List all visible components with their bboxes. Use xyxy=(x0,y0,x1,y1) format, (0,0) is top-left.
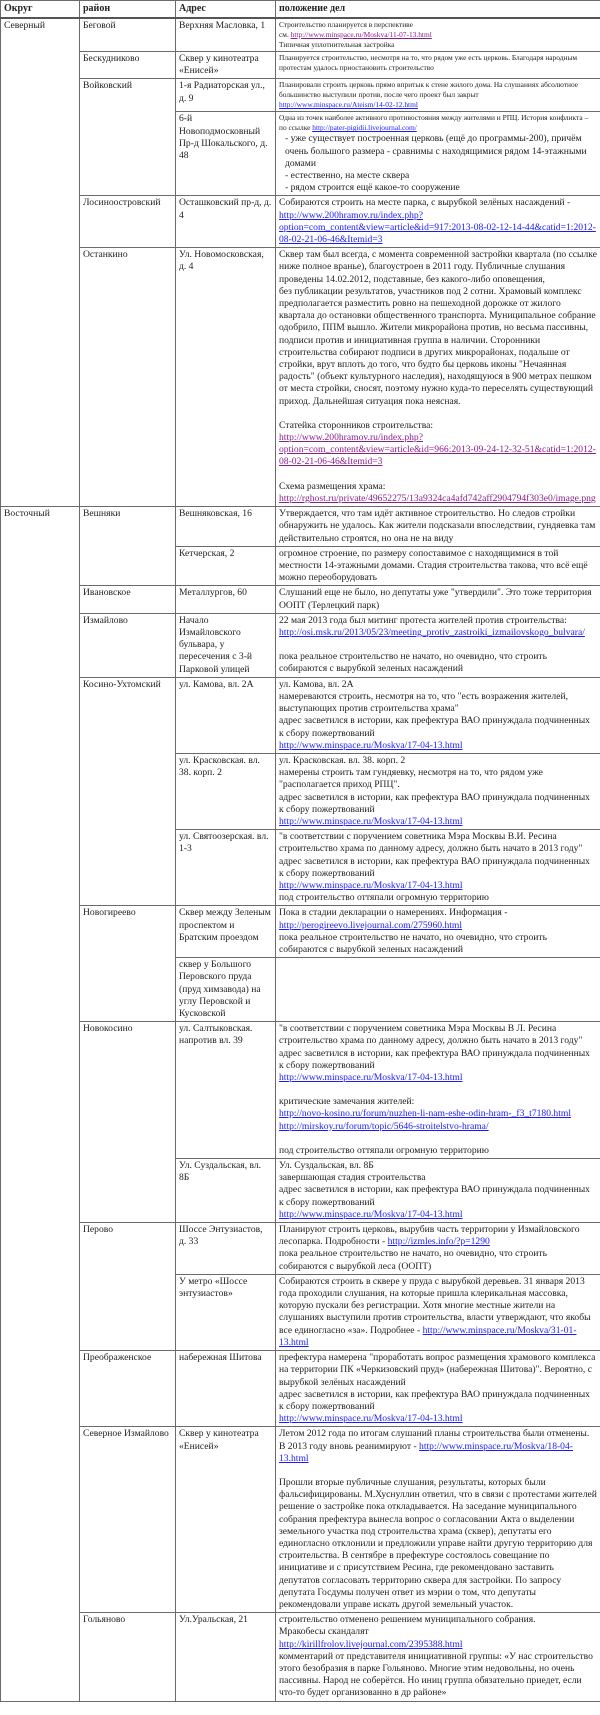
status-cell xyxy=(276,1351,600,1427)
table-row xyxy=(1,507,600,547)
source-link[interactable]: http://www.minspace.ru/Moskva/17-04-13.html xyxy=(279,1072,463,1084)
table-row xyxy=(1,906,600,958)
status-text: адрес засветился в истории, как префектура ВАО принуждала подчиненных к сбору пожертвований xyxy=(279,1184,590,1208)
bullet-text: - естественно, на месте сквера xyxy=(285,170,410,182)
status-cell xyxy=(276,1274,600,1350)
status-cell xyxy=(276,18,600,52)
table-row xyxy=(1,52,600,79)
raion-cell: Преображенское xyxy=(80,1351,176,1427)
status-text: завершающая стадия строительства xyxy=(279,1172,426,1184)
status-text: под строительство оттяпали огромную территорию xyxy=(279,1144,489,1156)
status-text: "в соответствии с поручением советника Мэра Москвы В Л. Ресина строительство храма по данному адресу, должно быть начато в 2013 году" xyxy=(279,1023,583,1047)
status-text: Одна из точек наиболее активного противостояния между жителями и РПЦ. История конфликта – по ссылке xyxy=(279,113,589,133)
status-cell xyxy=(276,507,600,547)
status-text: пока реальное строительство не начато, но очевидно, что строить собираются с вырубкой зеленых насаждений xyxy=(279,931,547,955)
address-cell: 6-й Новоподмосковный Пр-д Шокальского, д. 48 xyxy=(176,112,276,196)
address-cell: Вешняковская, 16 xyxy=(176,507,276,547)
table-row xyxy=(1,613,600,677)
raion-cell: Ивановское xyxy=(80,586,176,613)
address-cell: набережная Шитова xyxy=(176,1351,276,1427)
source-link[interactable]: http://www.200hramov.ru/index.php?option=com_content&view=article&id=917:2013-08-02-12-14-44&catid=1:2012-08-02-21-06-46&Itemid=3 xyxy=(279,209,596,246)
source-link[interactable]: http://www.minspace.ru/Ateism/14-02-12.html xyxy=(279,100,418,110)
source-link[interactable]: http://izmles.info/?p=1290 xyxy=(387,1236,490,1248)
status-cell xyxy=(276,196,600,248)
status-text: ул. Красковская. вл. 38. корп. 2 xyxy=(279,754,406,766)
status-text: Ул. Суздальская, вл. 8Б xyxy=(279,1160,374,1172)
status-cell xyxy=(276,52,600,79)
source-link[interactable]: http://www.minspace.ru/Moskva/17-04-13.html xyxy=(279,879,463,891)
status-cell xyxy=(276,1613,600,1701)
address-cell: ул. Святоозерская. вл. 1-3 xyxy=(176,830,276,906)
raion-cell: Новокосино xyxy=(80,1022,176,1223)
status-text: Мракобесы скандалят xyxy=(279,1626,369,1638)
status-text: адрес засветился в истории, как префектура ВАО принуждала подчиненных к сбору пожертвований xyxy=(279,715,590,739)
header-polozhenie: положение дел xyxy=(276,1,600,19)
status-cell xyxy=(276,1427,600,1613)
header-raion: район xyxy=(80,1,176,19)
status-text: Строительство планируется в перспективе xyxy=(279,20,413,29)
status-text: пока реальное строительство не начато, но очевидно, что строить собираются с вырубкой леса (ООПТ) xyxy=(279,1248,547,1272)
scheme-link[interactable]: http://rghost.ru/private/49652275/13a9324ca4afd742aff2904794f303e0/image.png xyxy=(279,492,596,504)
status-cell xyxy=(276,830,600,906)
okrug-cell: Восточный xyxy=(1,507,80,1701)
source-link[interactable]: http://www.minspace.ru/Moskva/31-01-13.html xyxy=(279,1324,577,1348)
table-row xyxy=(1,1613,600,1701)
status-text: без публикации результатов, участников под 2 сотни. Храмовый комплекс предполагается разместить ровно на пешеходной дорожке от жилого квартала до остановки общественного транспорта. Муниципальное собрание xyxy=(279,285,596,322)
source-link[interactable]: http://osi.msk.ru/2013/05/23/meeting_protiv_zastroiki_izmailovskogo_bulvara/ xyxy=(279,626,585,638)
table-row xyxy=(1,586,600,613)
status-text: Слушаний еще не было, но депутаты уже "утвердили". Это тоже территория ООПТ (Терлецкий парк) xyxy=(279,587,592,611)
address-cell: Шоссе Энтузиастов, д. 33 xyxy=(176,1223,276,1275)
table-row xyxy=(1,18,600,52)
bullet-text: - уже существует построенная церковь (ещё до программы-200), причём очень большого размера - сравнимы с находящимися рядом 14-этажными домами xyxy=(285,133,587,169)
source-link[interactable]: http://www.minspace.ru/Moskva/17-04-13.html xyxy=(279,1413,463,1425)
address-cell: Осташковский пр-д, д. 4 xyxy=(176,196,276,248)
status-text: Схема размещения храма: xyxy=(279,480,386,492)
table-row xyxy=(1,1022,600,1159)
raion-cell: Беговой xyxy=(80,18,176,52)
status-cell xyxy=(276,958,600,1022)
status-cell xyxy=(276,1022,600,1159)
raion-cell: Останкино xyxy=(80,248,176,507)
status-cell xyxy=(276,112,600,196)
table-row xyxy=(1,248,600,507)
raion-cell: Гольяново xyxy=(80,1613,176,1701)
address-cell: 1-я Радиаторская ул., д. 9 xyxy=(176,79,276,112)
address-cell: Сквер у кинотеатра «Енисей» xyxy=(176,1427,276,1613)
address-cell: Ул. Суздальская, вл. 8Б xyxy=(176,1159,276,1223)
status-cell xyxy=(276,613,600,677)
address-cell: Кетчерская, 2 xyxy=(176,546,276,586)
status-text: Статейка сторонников строительства: xyxy=(279,419,434,431)
status-cell xyxy=(276,753,600,829)
status-text: префектура намерена "проработать вопрос размещения храмового комплекса на территории ПК «Черкизовский пруд» (набережная Шитова)". Вероятно, с вырубкой зелёных насаждений xyxy=(279,1352,596,1388)
status-cell xyxy=(276,79,600,112)
status-text: 22 мая 2013 года был митинг протеста жителей против строительства: xyxy=(279,614,567,626)
bullet-text: - рядом строится ещё какое-то сооружение xyxy=(285,182,460,194)
address-cell: ул. Камова, вл. 2А xyxy=(176,677,276,753)
table-row xyxy=(1,196,600,248)
status-text: Летом 2012 года по итогам слушаний планы строительства были отменены. В 2013 году вновь реанимируют - xyxy=(279,1428,590,1452)
table-row xyxy=(1,79,600,112)
status-cell xyxy=(276,1223,600,1275)
address-cell: Верхняя Масловка, 1 xyxy=(176,18,276,52)
header-okrug: Округ xyxy=(1,1,80,19)
address-cell: Сквер между Зеленым проспектом и Братским проездом xyxy=(176,906,276,958)
raion-cell: Перово xyxy=(80,1223,176,1351)
status-text: Планируют строить церковь, вырубив часть территории у Измайловского лесопарка. Подробности - xyxy=(279,1224,580,1248)
status-text: строительство отменено решением муниципального собрания. xyxy=(279,1614,536,1626)
source-link[interactable]: http://www.minspace.ru/Moskva/17-04-13.html xyxy=(279,1208,463,1220)
address-cell: Ул.Уральская, 21 xyxy=(176,1613,276,1701)
source-link[interactable]: http://perogireevo.livejournal.com/275960.html xyxy=(279,919,463,931)
header-adres: Адрес xyxy=(176,1,276,19)
status-text: Планируется строительство, несмотря на то, что рядом уже есть церковь. Благодаря народным протестам удалось приостановить строительство xyxy=(279,53,578,72)
status-text: одобрило, ППМ вышло. Жители микрорайона против, но весьма пассивны, xyxy=(279,322,589,334)
source-link[interactable]: http://www.minspace.ru/Moskva/17-04-13.html xyxy=(279,739,463,751)
status-cell xyxy=(276,546,600,586)
address-cell: Начало Измайловского бульвара, у пересечения с 3-й Парковой улицей xyxy=(176,613,276,677)
status-text: Утверждается, что там идёт активное строительство. Но следов стройки обнаружить не удалось. Как жители подсказали впоследствии, гундяевка там действительно строятся, но она не на виду xyxy=(279,508,596,544)
source-link[interactable]: http://www.minspace.ru/Moskva/18-04-13.html xyxy=(279,1440,573,1464)
source-link[interactable]: http://pater-pigidii.livejournal.com/ xyxy=(312,123,417,133)
status-text: Прошли вторые публичные слушания, результаты, которых были фальсифицированы. М.Хуснуллин ответил, что в связи с протестами жителей решение о застройке пока откладывается. На заседание муниципального собрания префектура вынесла вопрос о согласовании Акта о выделении земельного участка под строительства храма (сквер), депутаты его единогласно отклонили и предложили управе найти другую территорию для строительства. В сентябре в префектуре состоялось совещание по инициативе и с присутствием Ресина, где рекомендовано заставить депутатов согласовать территорию сквера для застройки. По запросу депутата Госдумы получен ответ из мэрии о том, что депутаты рекомендовали управе искать другой земельный участок. xyxy=(279,1476,597,1610)
status-text: намерены строить там гундяевку, несмотря на то, что рядом уже "располагается приход РПЦ". xyxy=(279,767,543,791)
status-cell xyxy=(276,586,600,613)
status-text: пока реальное строительство не начато, но очевидно, что строить собираются с вырубкой зеленых насаждений xyxy=(279,651,547,675)
source-link[interactable]: http://www.200hramov.ru/index.php?option=com_content&view=article&id=966:2013-09-24-12-32-51&catid=1:2012-08-02-21-06-46&Itemid=3 xyxy=(279,432,596,468)
address-cell: Ул. Новомосковская, д. 4 xyxy=(176,248,276,507)
address-cell: ул. Салтыковская. напротив вл. 39 xyxy=(176,1022,276,1159)
raion-cell: Бескудниково xyxy=(80,52,176,79)
status-text: ул. Камова, вл. 2А xyxy=(279,678,354,690)
status-text: критические замечания жителей: xyxy=(279,1096,415,1108)
raion-cell: Северное Измайлово xyxy=(80,1427,176,1613)
address-cell: Металлургов, 60 xyxy=(176,586,276,613)
table-row xyxy=(1,1351,600,1427)
status-text: Сквер там был всегда, с момента современной застройки квартала (по ссылке ниже полное вранье), благоустроен в 2011 году. Публичные слушания проведены 14.02.2012, подставные, без какого-либо оповещения, xyxy=(279,249,597,285)
raion-cell: Вешняки xyxy=(80,507,176,586)
status-cell xyxy=(276,1159,600,1223)
status-text: Типичная уплотнительная застройка xyxy=(279,40,395,49)
status-text: "в соответствии с поручением советника Мэра Москвы В.И. Ресина строительство храма по данному адресу, должно быть начато в 2013 году" xyxy=(279,831,583,855)
raion-cell: Новогиреево xyxy=(80,906,176,1022)
table-row xyxy=(1,1223,600,1275)
status-cell xyxy=(276,677,600,753)
status-cell xyxy=(276,906,600,958)
source-link[interactable]: http://kirillfrolov.livejournal.com/2395388.html xyxy=(279,1638,463,1650)
status-text: см. xyxy=(279,30,291,39)
raion-cell: Лосиноостровский xyxy=(80,196,176,248)
status-text: комментарий от представителя инициативной группы: «У нас строительство этого безобразия в парке Гольяново. Многие этим недовольны, но очень пассивны. Народ не соберётся. Но иниц группа обязательно приедет, если что-то будет организованно в др районе» xyxy=(279,1650,593,1699)
status-text: под строительство оттяпали огромную территорию xyxy=(279,892,489,904)
address-cell: Сквер у кинотеатра «Енисей» xyxy=(176,52,276,79)
status-text: адрес засветился в истории, как префектура ВАО принуждала подчиненных к сбору пожертвований xyxy=(279,791,590,815)
source-link[interactable]: http://www.minspace.ru/Moskva/17-04-13.html xyxy=(279,815,463,827)
address-cell: ул. Красковская. вл. 38. корп. 2 xyxy=(176,753,276,829)
status-text: Собираются строить в сквере у пруда с вырубкой деревьев. 31 января 2013 года проходили слушания, на которые пришла клерикальная массовка, которую пускали без регистрации. Хотя многие местные жители на слушаниях выступили против строительства, власти утверждают, что якобы все единогласно «за». Подробнее - xyxy=(279,1275,591,1336)
forum-link[interactable]: http://mirskoy.ru/forum/topic/5646-stroitelstvo-hrama/ xyxy=(279,1120,489,1132)
table-header-row xyxy=(1,1,600,19)
table-row xyxy=(1,677,600,753)
status-text: адрес засветился в истории, как префектура ВАО принуждала подчиненных к сбору пожертвований xyxy=(279,855,590,879)
status-text: Собираются строить на месте парка, с вырубкой зелёных насаждений - xyxy=(279,197,571,209)
status-text: Пока в стадии декларации о намерениях. Информация - xyxy=(279,907,508,919)
address-cell: сквер у Большого Перовского пруда (пруд химзавода) на углу Перовской и Кусковской xyxy=(176,958,276,1022)
status-text: огромное строение, по размеру сопоставимое с находящимися в той местности 14-этажными домами. Стадия строительства такова, что всё ещё можно переоборудовать xyxy=(279,547,588,584)
okrug-cell: Северный xyxy=(1,18,80,507)
status-text: адрес засветился в истории, как префектура ВАО принуждала подчиненных к сбору пожертвований xyxy=(279,1388,590,1412)
forum-link[interactable]: http://novo-kosino.ru/forum/nuzhen-li-nam-eshe-odin-hram-_f3_t7180.html xyxy=(279,1108,572,1120)
status-text: адрес засветился в истории, как префектура ВАО принуждала подчиненных к сбору пожертвований xyxy=(279,1047,590,1071)
raion-cell: Войковский xyxy=(80,79,176,196)
status-text: подписи против и инициативная группа в наличии. Сторонники строительства собирают подписи в других микрорайонах, подальше от стройки, врут вплоть до того, что будто бы церковь иконы "Нечаянная радость" (объект культурного наследия), находящуюся в 900 метрах пешком от места стройки, сносят, поэтому нужно куда-то переселять существующий приход. Дальнейшая ситуация пока неясная. xyxy=(279,334,594,407)
status-cell xyxy=(276,248,600,507)
address-cell: У метро «Шоссе энтузиастов» xyxy=(176,1274,276,1350)
raion-cell: Косино-Ухтомский xyxy=(80,677,176,906)
source-link[interactable]: http://www.minspace.ru/Moskva/11-07-13.html xyxy=(290,30,432,39)
raion-cell: Измайлово xyxy=(80,613,176,677)
table-row xyxy=(1,1427,600,1613)
status-text: Планировали строить церковь прямо впритык к стене жилого дома. На слушаниях абсолютное большинство выступили против, после чего проект был закрыт xyxy=(279,80,579,100)
status-text: намереваются строить, несмотря на то, что "есть возражения жителей, выступающих против строительства храма" xyxy=(279,690,568,715)
